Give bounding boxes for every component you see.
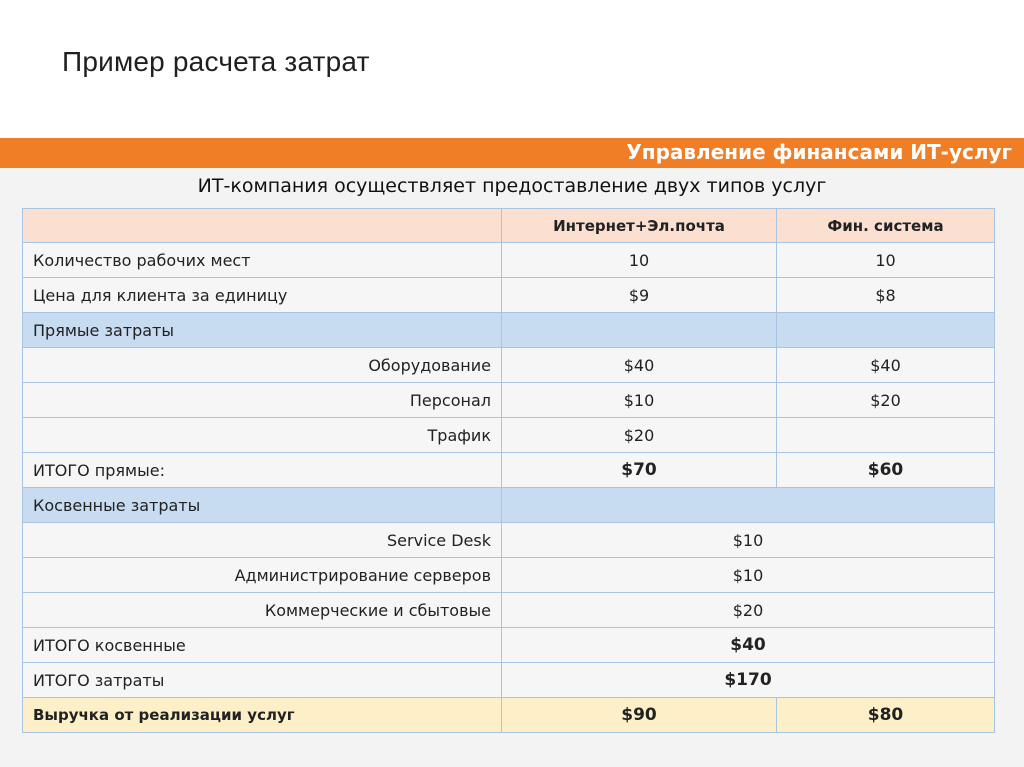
cell-value-total: $40 <box>502 628 995 663</box>
cell-value: $10 <box>502 383 777 418</box>
section-label: Косвенные затраты <box>23 488 502 523</box>
table-row-traffic <box>23 418 995 453</box>
table-row-workplaces <box>23 243 995 278</box>
header-cell-internet-email: Интернет+Эл.почта <box>502 209 777 243</box>
cell-value-total: $80 <box>777 698 995 733</box>
page-title: Пример расчета затрат <box>62 46 370 77</box>
row-label: ИТОГО затраты <box>23 663 502 698</box>
cost-table <box>22 208 995 733</box>
cell-value: 10 <box>777 243 995 278</box>
table-row-revenue <box>23 698 995 733</box>
table-row-commercial <box>23 593 995 628</box>
table-row-total-costs <box>23 663 995 698</box>
row-label: Администрирование серверов <box>23 558 502 593</box>
section-banner-text: Управление финансами ИТ-услуг <box>626 140 1012 164</box>
row-label: Цена для клиента за единицу <box>23 278 502 313</box>
cell-value: $8 <box>777 278 995 313</box>
cell-value-total: $70 <box>502 453 777 488</box>
row-label: Выручка от реализации услуг <box>23 698 502 733</box>
table-header-row <box>23 209 995 243</box>
table-row-personnel <box>23 383 995 418</box>
section-row-direct-costs <box>23 313 995 348</box>
section-label: Прямые затраты <box>23 313 502 348</box>
cell-value-total: $90 <box>502 698 777 733</box>
section-cell-empty <box>502 488 995 523</box>
section-cell-empty <box>777 313 995 348</box>
cell-value: $40 <box>502 348 777 383</box>
cell-value-total: $170 <box>502 663 995 698</box>
table-row-service-desk <box>23 523 995 558</box>
table-row-direct-total <box>23 453 995 488</box>
row-label: Количество рабочих мест <box>23 243 502 278</box>
cell-value-total: $60 <box>777 453 995 488</box>
table-row-unit-price <box>23 278 995 313</box>
row-label: Персонал <box>23 383 502 418</box>
cell-value: 10 <box>502 243 777 278</box>
row-label: Трафик <box>23 418 502 453</box>
row-label: Коммерческие и сбытовые <box>23 593 502 628</box>
table-row-equipment <box>23 348 995 383</box>
table-row-server-admin <box>23 558 995 593</box>
table-subtitle: ИТ-компания осуществляет предоставление двух типов услуг <box>197 175 827 197</box>
row-label: ИТОГО косвенные <box>23 628 502 663</box>
header-cell-fin-system: Фин. система <box>777 209 995 243</box>
header-cell-empty <box>23 209 502 243</box>
section-row-indirect-costs <box>23 488 995 523</box>
row-label: Оборудование <box>23 348 502 383</box>
cell-value: $20 <box>502 418 777 453</box>
cell-value: $20 <box>502 593 995 628</box>
cell-value: $10 <box>502 558 995 593</box>
cell-value: $40 <box>777 348 995 383</box>
cell-value: $9 <box>502 278 777 313</box>
row-label: ИТОГО прямые: <box>23 453 502 488</box>
section-cell-empty <box>502 313 777 348</box>
row-label: Service Desk <box>23 523 502 558</box>
section-banner <box>0 138 1024 168</box>
table-row-indirect-total <box>23 628 995 663</box>
cell-value: $20 <box>777 383 995 418</box>
cell-value: $10 <box>502 523 995 558</box>
cell-value <box>777 418 995 453</box>
